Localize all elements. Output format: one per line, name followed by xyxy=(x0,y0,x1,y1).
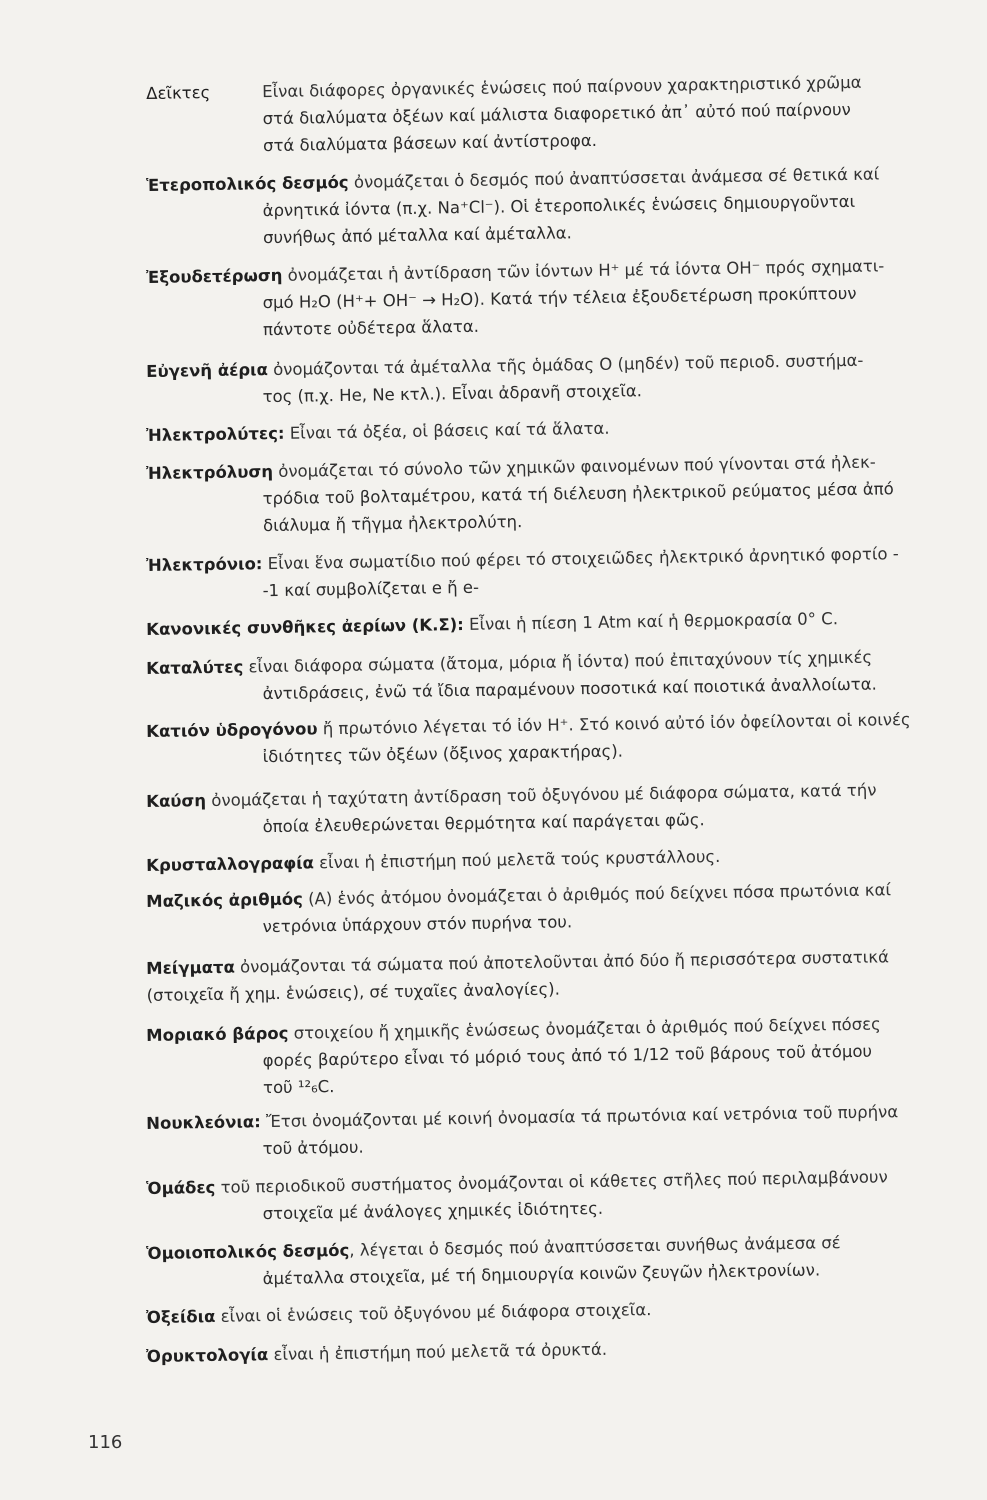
entry-continuation: τοῦ ἀτόμου. xyxy=(262,1137,364,1159)
glossary-entry-mass-number xyxy=(146,875,947,942)
entry-definition: ὀνομάζεται τό σύνολο τῶν χημικῶν φαινομένων πού γίνονται στά ἠλεκ- xyxy=(278,452,876,481)
glossary-entry-oxides xyxy=(146,1291,946,1331)
entry-definition: ἤ πρωτόνιο λέγεται τό ἰόν H⁺. Στό κοινό αὐτό ἰόν ὀφείλονται οἱ κοινές xyxy=(322,709,911,739)
entry-definition: εἶναι ἡ ἐπιστήμη πού μελετᾶ τά ὀρυκτά. xyxy=(273,1339,608,1364)
glossary-entry-mineralogy xyxy=(146,1330,946,1370)
entry-continuation: ἰδιότητες τῶν ὀξέων (ὄξινος χαρακτήρας). xyxy=(262,741,624,767)
entry-term: Ὀξείδια xyxy=(146,1306,216,1327)
entry-term: Ἐξουδετέρωση xyxy=(146,265,283,287)
glossary-entry-electrolytes xyxy=(146,409,946,449)
entry-term: Κρυσταλλογραφία xyxy=(146,853,315,875)
entry-definition: ὀνομάζεται ἡ ταχύτατη ἀντίδραση τοῦ ὀξυγόνου μέ διάφορα σώματα, κατά τήν xyxy=(211,780,877,810)
entry-definition: εἶναι διάφορα σώματα (ἄτομα, μόρια ἤ ἰόντα) πού ἐπιταχύνουν τίς χημικές xyxy=(248,647,873,677)
glossary-entry-hydrogen-cation xyxy=(146,705,947,772)
entry-continuation: στά διαλύματα βάσεων καί ἀντίστροφα. xyxy=(262,130,598,156)
page-number: 116 xyxy=(88,1432,123,1453)
glossary-entry-covalent-bond xyxy=(146,1227,947,1294)
glossary-entry-combustion xyxy=(146,775,947,842)
glossary-entry-electrolysis xyxy=(146,447,947,541)
entry-continuation: σμό H₂O (H⁺+ OH⁻ → H₂O). Κατά τήν τέλεια ἐξουδετέρωση προκύπτουν xyxy=(262,283,857,313)
entry-continuation: τος (π.χ. He, Ne κτλ.). Εἶναι ἀδρανῆ στοιχεῖα. xyxy=(262,381,643,407)
entry-continuation: στά διαλύματα ὀξέων καί μάλιστα διαφορετικό ἀπ᾽ αὐτό πού παίρνουν xyxy=(262,99,851,129)
glossary-entry-crystallography xyxy=(146,839,946,879)
glossary-entry-mixtures xyxy=(146,942,947,1009)
glossary-entry-deiktes xyxy=(146,67,947,161)
entry-definition: στοιχείου ἤ χημικῆς ἑνώσεως ὀνομάζεται ὁ ἀριθμός πού δείχνει πόσες xyxy=(293,1014,881,1043)
entry-definition: εἶναι ἡ ἐπιστήμη πού μελετᾶ τούς κρυστάλλους. xyxy=(319,846,721,873)
entry-definition: Εἶναι ἡ πίεση 1 Atm καί ἡ θερμοκρασία 0° C. xyxy=(468,609,839,634)
glossary-entry-standard-conditions xyxy=(146,603,946,643)
entry-term: Καύση xyxy=(146,791,207,811)
entry-definition: τοῦ περιοδικοῦ συστήματος ὀνομάζονται οἱ κάθετες στῆλες πού περιλαμβάνουν xyxy=(220,1167,888,1197)
entry-continuation: ἀμέταλλα στοιχεῖα, μέ τή δημιουργία κοινῶν ζευγῶν ἠλεκτρονίων. xyxy=(262,1260,821,1289)
entry-definition: Εἶναι τά ὀξέα, οἱ βάσεις καί τά ἅλατα. xyxy=(289,418,610,443)
entry-term: Ἑτεροπολικός δεσμός xyxy=(146,172,349,195)
entry-term: Καταλύτες xyxy=(146,657,244,678)
entry-definition: Ἔτσι ὀνομάζονται μέ κοινή ὀνομασία τά πρωτόνια καί νετρόνια τοῦ πυρήνα xyxy=(265,1102,899,1132)
entry-term: Δεῖκτες xyxy=(146,82,211,103)
entry-continuation: πάντοτε οὐδέτερα ἅλατα. xyxy=(262,316,480,340)
entry-term: Ὁμάδες xyxy=(146,1177,216,1198)
entry-continuation: ἀρνητικά ἰόντα (π.χ. Na⁺Cl⁻). Οἱ ἑτεροπολικές ἑνώσεις δημιουργοῦνται xyxy=(262,191,856,221)
entry-definition: ὀνομάζεται ἡ ἀντίδραση τῶν ἰόντων H⁺ μέ τά ἰόντα OH⁻ πρός σχηματι- xyxy=(287,256,885,285)
entry-continuation: τρόδια τοῦ βολταμέτρου, κατά τή διέλευση ἠλεκτρικοῦ ρεύματος μέσα ἀπό xyxy=(262,479,894,509)
entry-definition: Εἶναι ἕνα σωματίδιο πού φέρει τό στοιχειῶδες ἠλεκτρικό ἀρνητικό φορτίο - xyxy=(267,544,899,574)
entry-definition: εἶναι οἱ ἑνώσεις τοῦ ὀξυγόνου μέ διάφορα στοιχεῖα. xyxy=(220,1300,652,1326)
glossary-entry-noble-gases xyxy=(146,345,947,412)
glossary-entry-heteropolar-bond xyxy=(146,159,947,253)
entry-continuation: ἀντιδράσεις, ἐνῶ τά ἴδια παραμένουν ποσοτικά καί ποιοτικά ἀναλλοίωτα. xyxy=(262,674,877,704)
entry-definition: , λέγεται ὁ δεσμός πού ἀναπτύσσεται συνήθως ἀνάμεσα σέ xyxy=(349,1233,841,1260)
entry-definition: ὀνομάζονται τά σώματα πού ἀποτελοῦνται ἀπό δύο ἤ περισσότερα συστατικά xyxy=(239,947,890,977)
entry-definition: ὀνομάζεται ὁ δεσμός πού ἀναπτύσσεται ἀνάμεσα σέ θετικά καί xyxy=(353,164,880,192)
entry-continuation: (στοιχεῖα ἤ χημ. ἑνώσεις), σέ τυχαῖες ἀναλογίες). xyxy=(146,979,560,1005)
entry-continuation: ὁποία ἐλευθερώνεται θερμότητα καί παράγεται φῶς. xyxy=(262,810,705,837)
entry-term: Ὁμοιοπολικός δεσμός xyxy=(146,1240,350,1263)
entry-term: Ἠλεκτρόλυση xyxy=(146,462,274,483)
entry-continuation: -1 καί συμβολίζεται e ἤ e- xyxy=(262,577,480,601)
entry-definition: ὀνομάζονται τά ἀμέταλλα τῆς ὁμάδας Ο (μηδέν) τοῦ περιοδ. συστήμα- xyxy=(272,350,864,380)
entry-term: Μοριακό βάρος xyxy=(146,1023,289,1045)
glossary-entry-molecular-weight xyxy=(146,1009,947,1103)
entry-term: Ἠλεκτρολύτες: xyxy=(146,423,285,445)
entry-continuation: νετρόνια ὑπάρχουν στόν πυρήνα του. xyxy=(262,912,573,937)
glossary-entry-neutralization xyxy=(146,251,947,345)
entry-term: Κανονικές συνθῆκες ἀερίων (Κ.Σ): xyxy=(146,615,464,639)
entry-continuation: φορές βαρύτερο εἶναι τό μόριό τους ἀπό τό 1/12 τοῦ βάρους τοῦ ἀτόμου xyxy=(262,1041,873,1071)
entry-definition: (A) ἑνός ἀτόμου ὀνομάζεται ὁ ἀριθμός πού δείχνει πόσα πρωτόνια καί xyxy=(307,880,892,909)
glossary-entry-groups xyxy=(146,1162,947,1229)
entry-continuation: συνήθως ἀπό μέταλλα καί ἀμέταλλα. xyxy=(262,223,572,248)
entry-term: Νουκλεόνια: xyxy=(146,1112,261,1133)
entry-continuation: τοῦ ¹²₆C. xyxy=(262,1077,335,1098)
glossary-entry-electron xyxy=(146,539,947,606)
entry-term: Εὐγενῆ ἀέρια xyxy=(146,360,269,381)
entry-term: Κατιόν ὑδρογόνου xyxy=(146,719,318,741)
entry-term: Ὀρυκτολογία xyxy=(146,1345,269,1366)
entry-term: Μείγματα xyxy=(146,957,235,978)
glossary-entry-catalysts xyxy=(146,642,947,709)
entry-definition: Εἶναι διάφορες ὀργανικές ἑνώσεις πού παίρνουν χαρακτηριστικό χρῶμα xyxy=(262,72,862,102)
glossary-entry-nucleons xyxy=(146,1097,947,1164)
entry-continuation: στοιχεῖα μέ ἀνάλογες χημικές ἰδιότητες. xyxy=(262,1198,604,1224)
entry-term: Ἠλεκτρόνιο: xyxy=(146,554,263,575)
entry-continuation: διάλυμα ἤ τῆγμα ἠλεκτρολύτη. xyxy=(262,512,523,536)
entry-term: Μαζικός ἀριθμός xyxy=(146,889,304,911)
